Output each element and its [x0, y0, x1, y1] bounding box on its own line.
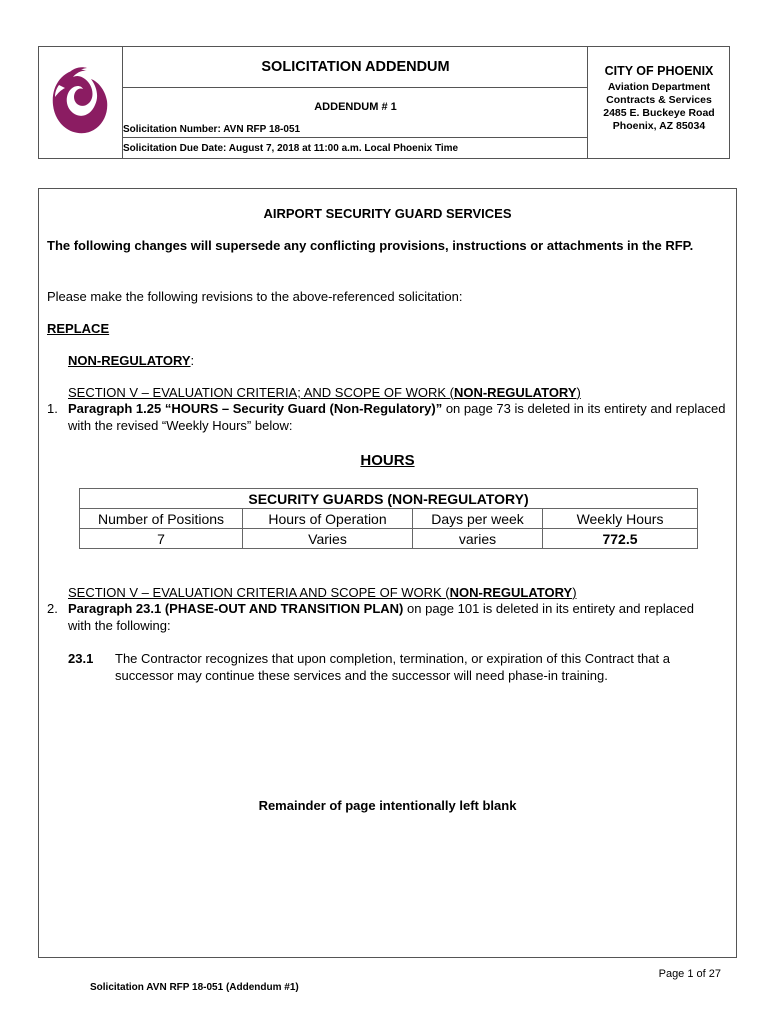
table-row [80, 489, 698, 509]
section-text: SECTION V – EVALUATION CRITERIA AND SCOPE OF WORK ( [68, 585, 450, 600]
remainder-notice: Remainder of page intentionally left blank [258, 798, 517, 813]
section-bold: NON-REGULATORY [449, 585, 573, 600]
paragraph-reference: Paragraph 23.1 (PHASE-OUT AND TRANSITION PLAN) [68, 601, 404, 616]
table-header: Days per week [413, 509, 543, 529]
addendum-number: ADDENDUM # 1 [314, 101, 397, 113]
table-header: Hours of Operation [243, 509, 413, 529]
document-title: SOLICITATION ADDENDUM [261, 59, 450, 75]
replace-heading: REPLACE [47, 321, 110, 336]
colon: : [190, 353, 195, 368]
table-cell: Varies [243, 529, 413, 549]
address-line: Contracts & Services [606, 94, 712, 106]
table-cell: 772.5 [543, 529, 698, 549]
non-regulatory-heading [68, 352, 194, 369]
item1-paragraph [68, 400, 733, 434]
paragraph-text: on page 101 is deleted in its entirety and replaced with the following: [68, 601, 694, 633]
table-row [80, 529, 698, 549]
page-number: Page 1 of 27 [658, 968, 721, 980]
phoenix-bird-logo-icon [47, 65, 113, 137]
subparagraph-number: 23.1 [68, 651, 94, 666]
item1-section-heading [68, 384, 581, 401]
header-divider [122, 87, 587, 88]
header-divider [122, 137, 587, 138]
section-text: SECTION V – EVALUATION CRITERIA; AND SCOPE OF WORK ( [68, 385, 454, 400]
table-header: Weekly Hours [543, 509, 698, 529]
paragraph-text: on page 73 is deleted in its entirety and replaced with the revised “Weekly Hours” below: [68, 401, 726, 433]
table-row [80, 509, 698, 529]
addendum-header [38, 46, 730, 159]
table-title: SECURITY GUARDS (NON-REGULATORY) [80, 489, 698, 509]
paragraph-reference: Paragraph 1.25 “HOURS – Security Guard (Non-Regulatory)” [68, 401, 443, 416]
address-line: Aviation Department [607, 81, 711, 93]
table-header: Number of Positions [80, 509, 243, 529]
section-suffix: ) [576, 385, 581, 400]
table-cell: varies [413, 529, 543, 549]
non-regulatory-label: NON-REGULATORY [68, 353, 191, 368]
hours-heading: HOURS [360, 452, 415, 469]
item2-section-heading [68, 584, 577, 601]
address-line: 2485 E. Buckeye Road [603, 107, 715, 119]
revisions-intro: Please make the following revisions to the above-referenced solicitation: [47, 289, 463, 304]
item1-number: 1. [47, 401, 58, 416]
department-address [587, 81, 731, 133]
table-cell: 7 [80, 529, 243, 549]
supersede-notice: The following changes will supersede any conflicting provisions, instructions or attachments in the RFP. [47, 238, 694, 253]
item2-number: 2. [47, 601, 58, 616]
subparagraph-text: The Contractor recognizes that upon completion, termination, or expiration of this Contract that a successor may continue these services and the successor will need phase-in training. [115, 651, 670, 683]
section-suffix: ) [572, 585, 577, 600]
solicitation-number: Solicitation Number: AVN RFP 18-051 [123, 124, 301, 135]
section-bold: NON-REGULATORY [453, 385, 577, 400]
city-name: CITY OF PHOENIX [604, 64, 714, 78]
address-line: Phoenix, AZ 85034 [612, 120, 706, 132]
hours-table [79, 488, 698, 549]
solicitation-due-date: Solicitation Due Date: August 7, 2018 at 11:00 a.m. Local Phoenix Time [123, 143, 459, 154]
item2-paragraph [68, 600, 708, 634]
footer-solicitation: Solicitation AVN RFP 18-051 (Addendum #1) [90, 982, 299, 993]
body-heading: AIRPORT SECURITY GUARD SERVICES [263, 206, 512, 221]
